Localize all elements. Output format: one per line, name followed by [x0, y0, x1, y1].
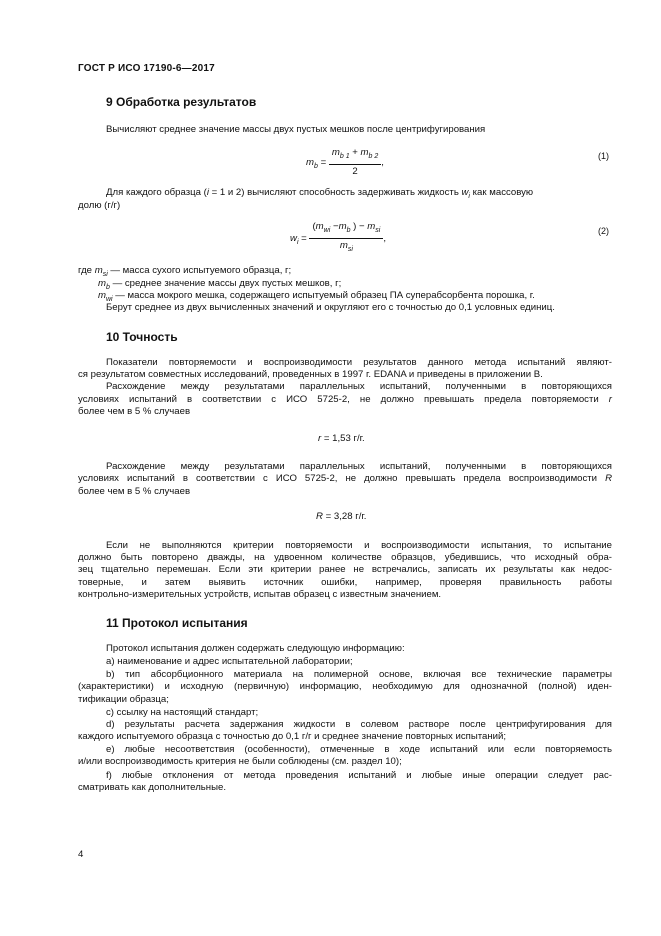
- section-10-p4-l4: товерные, и затем выявить источник ошибки, например, проверяя правильность работы: [78, 577, 612, 588]
- section-10-p3-l3: более чем в 5 % случаев: [78, 486, 191, 497]
- section-10-p3-l1: Расхождение между результатами параллельных испытаний, полученными в повторяющихся: [106, 461, 612, 472]
- page-number: 4: [78, 849, 84, 860]
- section-10-p2-l3: более чем в 5 % случаев: [78, 406, 191, 417]
- list-item-e-l1: е) любые несоответствия (особенности), отмеченные в ходе испытаний или если повторяемость: [106, 744, 612, 755]
- equation-2: $w_i$ = $\frac{(m_{wi} -m_b ) - m_{si}}{m_{si}}$ ,: [290, 221, 386, 256]
- eq2-denominator: $m_{si}$: [339, 239, 353, 253]
- list-item-a: а) наименование и адрес испытательной лаборатории;: [106, 656, 353, 667]
- equation-1: [306, 147, 384, 178]
- section-10-p4-l2: должно быть повторено дважды, на удвоенном количестве образцов, убедившись, что исходный обра-: [78, 552, 612, 563]
- eq2-numerator: ($m_{wi} -m_b$ ) − $m_{si}$: [309, 221, 383, 239]
- equation-1-number: (1): [598, 151, 609, 161]
- eq2-fraction: [309, 221, 383, 256]
- list-item-e-l2: и/или воспроизводимость критерия не были соблюдены (см. раздел 10);: [78, 756, 402, 767]
- definition-mb: $m_b$ — среднее значение массы двух пустых мешков, г;: [98, 278, 342, 291]
- section-10-title: 10 Точность: [106, 330, 178, 344]
- eq1-tail: ,: [381, 156, 384, 168]
- section-10-p1-l1: Показатели повторяемости и воспроизводимости результатов данного метода испытаний являют-: [106, 357, 612, 368]
- document-header: ГОСТ Р ИСО 17190-6—2017: [78, 63, 215, 74]
- section-9-para2-line1: Для каждого образца (i = 1 и 2) вычисляют способность задерживать жидкость $w_i$ как массовую: [106, 187, 534, 200]
- section-11-intro: Протокол испытания должен содержать следующую информацию:: [106, 643, 405, 654]
- definition-mwi: $m_{wi}$ — масса мокрого мешка, содержащего испытуемый образец ПА суперабсорбента порошка, г.: [98, 290, 535, 303]
- list-item-f-l2: сматривать как дополнительные.: [78, 782, 226, 793]
- section-10-p2-l2: условиях испытаний в соответствии с ИСО 5725-2, не должно превышать предела повторяемости r: [78, 394, 612, 405]
- list-item-c: с) ссылку на настоящий стандарт;: [106, 707, 259, 718]
- equation-2-number: (2): [598, 226, 609, 236]
- eq1-lhs-sub: b: [314, 162, 318, 170]
- list-item-d-l1: d) результаты расчета задержания жидкости в солевом растворе после центрифугирования для: [106, 719, 612, 730]
- list-item-b-l3: тификации образца;: [78, 694, 169, 705]
- section-10-p3-l2: условиях испытаний в соответствии с ИСО 5725-2, не должно превышать предела воспроизводимости R: [78, 473, 612, 484]
- repeatability-value: r = 1,53 г/г.: [318, 433, 365, 444]
- list-item-d-l2: каждого испытуемого образца с точностью до 0,1 г/г и среднее значение повторных испытаний;: [78, 731, 507, 742]
- section-9-final: Берут среднее из двух вычисленных значений и округляют его с точностью до 0,1 условных единиц.: [106, 302, 555, 313]
- list-item-b-l2: (характеристики) и исходную (первичную) информацию, необходимую для однозначной (полной) иден-: [78, 681, 612, 692]
- section-9-para2-line2: долю (г/г): [78, 200, 121, 211]
- definition-msi: где $m_{si}$ — масса сухого испытуемого образца, г;: [78, 265, 292, 278]
- list-item-b-l1: b) тип абсорбционного материала на полимерной основе, включая все технические параметры: [106, 669, 612, 680]
- eq1-numerator: $m_{b 1} + m_{b 2}$: [329, 147, 381, 165]
- eq1-equals: =: [320, 156, 327, 168]
- reproducibility-value: R = 3,28 г/г.: [316, 511, 367, 522]
- section-10-p1-l2: ся результатом совместных исследований, проведенных в 1997 г. EDANA и приведены в приложении В.: [78, 369, 543, 380]
- section-10-p2-l1: Расхождение между результатами параллельных испытаний, полученными в повторяющихся: [106, 381, 612, 392]
- section-9-intro: Вычисляют среднее значение массы двух пустых мешков после центрифугирования: [106, 124, 486, 135]
- section-11-title: 11 Протокол испытания: [106, 616, 248, 630]
- eq1-fraction: [329, 147, 381, 178]
- section-10-p4-l1: Если не выполняются критерии повторяемости и воспроизводимости испытания, то испытание: [106, 540, 612, 551]
- section-9-title: 9 Обработка результатов: [106, 95, 257, 109]
- section-10-p4-l3: зец тщательно перемешан. Если эти критерии ранее не встречались, записать их результаты как недос-: [78, 564, 612, 575]
- section-10-p4-l5: контрольно-измерительных устройств, испытав образец с известным значением.: [78, 589, 442, 600]
- list-item-f-l1: f) любые отклонения от метода проведения испытаний и любые иные операции следует рас-: [106, 770, 612, 781]
- eq1-denominator: 2: [352, 165, 358, 177]
- eq1-lhs: m: [306, 156, 314, 168]
